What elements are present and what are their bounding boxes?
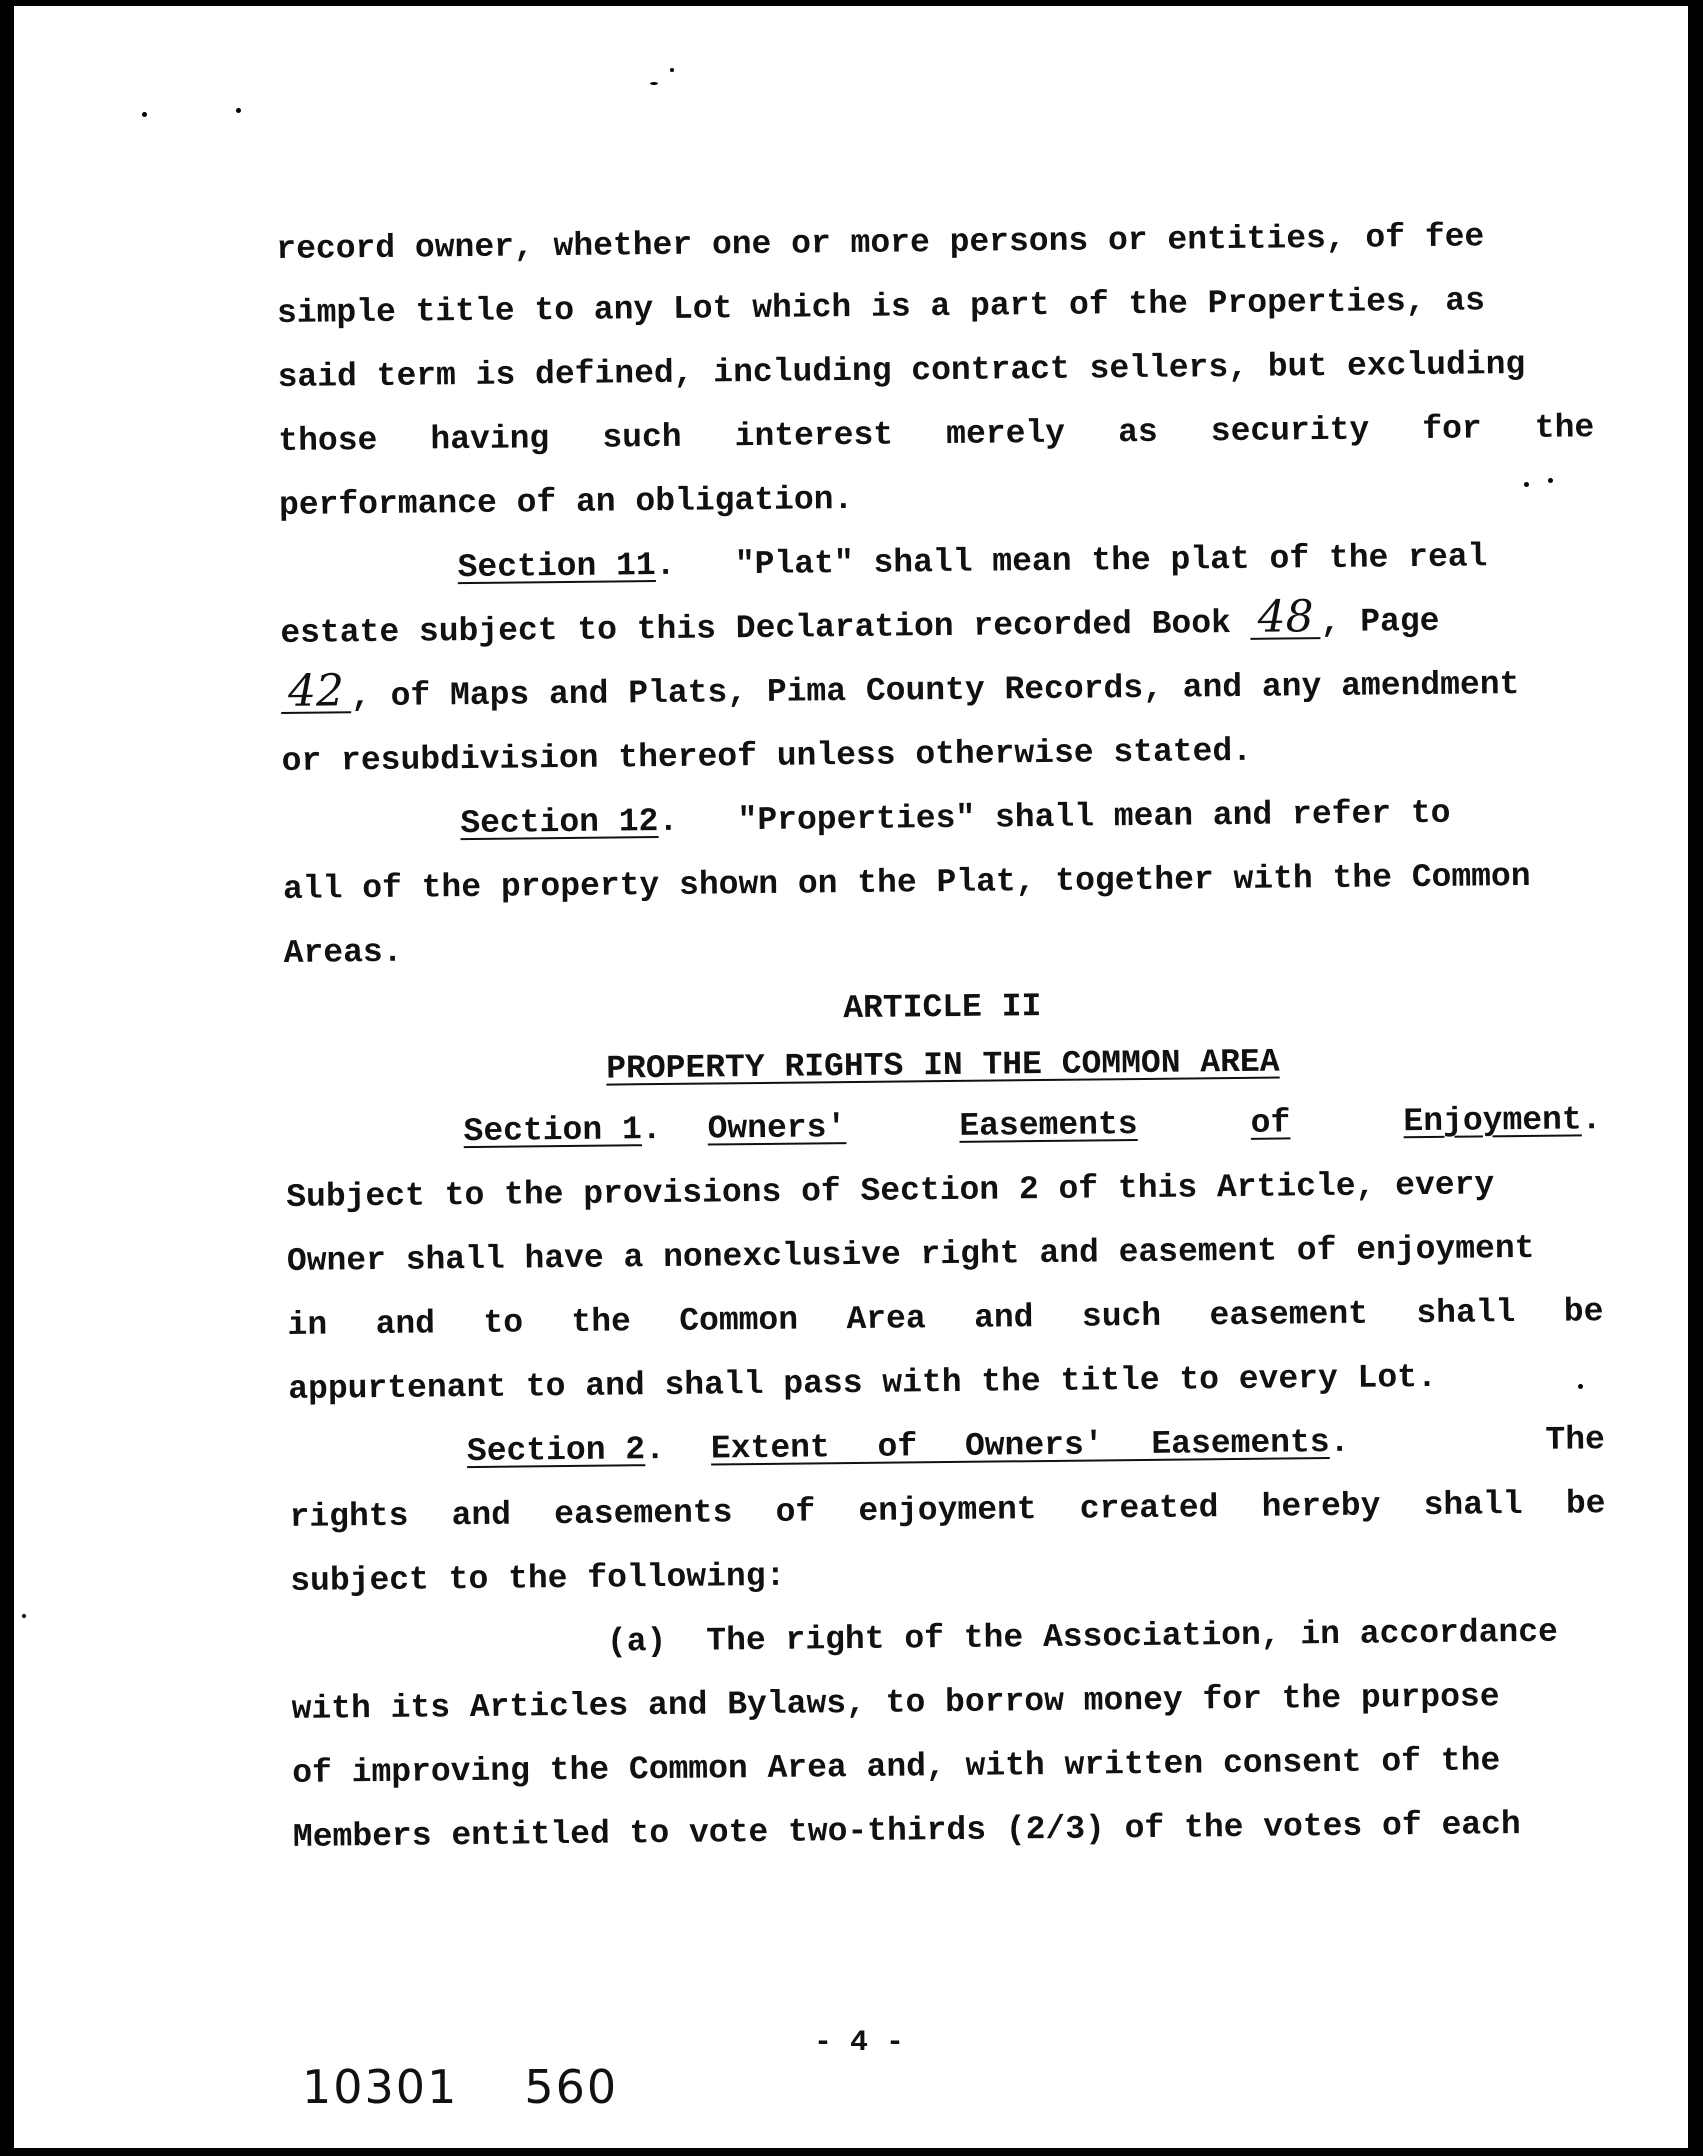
body-line: simple title to any Lot which is a part of the Properties, as xyxy=(276,282,1486,332)
body-line-justified: in and to the Common Area and such easement shall be xyxy=(287,1293,1604,1344)
period: . xyxy=(644,1430,666,1469)
period: . xyxy=(641,1111,662,1149)
body-line: with its Articles and Bylaws, to borrow money for the purpose xyxy=(291,1678,1500,1728)
stamp-right: 560 xyxy=(524,2060,619,2114)
period: . xyxy=(1329,1423,1350,1462)
scan-speck xyxy=(670,68,674,72)
handwritten-page-number: 42 xyxy=(281,671,351,714)
clause-a-label: (a) xyxy=(606,1622,667,1661)
section-2-first-line: Section 2 . Extent of Owners' Easements . The xyxy=(289,1408,1606,1486)
section-1-heading: Section 1 xyxy=(463,1111,642,1151)
scan-speck xyxy=(236,108,241,113)
body-line-justified: those having such interest merely as security for the xyxy=(278,409,1595,460)
handwritten-book-number: 48 xyxy=(1250,597,1320,640)
spacer xyxy=(661,1098,708,1162)
stamp-left: 10301 xyxy=(302,2060,459,2114)
article-number: ARTICLE II xyxy=(843,988,1042,1028)
document-page xyxy=(14,6,1688,2148)
document-stamp xyxy=(302,2060,618,2114)
page-number: - 4 - xyxy=(814,2026,905,2060)
scan-speck xyxy=(650,82,658,85)
section-12-first-line: Section 12. "Properties" shall mean and refer to xyxy=(460,794,1451,843)
body-line: said term is defined, including contract sellers, but excluding xyxy=(277,345,1526,396)
body-line: of improving the Common Area and, with written consent of the xyxy=(292,1742,1501,1792)
spacer xyxy=(665,1418,712,1482)
section-12-heading: Section 12 xyxy=(460,803,659,843)
spacer xyxy=(1349,1409,1546,1475)
body-line: Owner shall have a nonexclusive right and easement of enjoyment xyxy=(286,1229,1535,1280)
body-line: record owner, whether one or more persons or entities, of fee xyxy=(276,218,1485,268)
period: . xyxy=(1581,1101,1602,1139)
section-2-title: Extent of Owners' Easements xyxy=(710,1424,1330,1468)
section-11-heading: Section 11 xyxy=(457,547,656,587)
body-line: performance of an obligation. xyxy=(278,480,854,524)
section-12-line-2: all of the property shown on the Plat, together with the Common xyxy=(282,857,1531,908)
body-line: subject to the following: xyxy=(290,1557,786,1600)
body-line-justified: rights and easements of enjoyment created hereby shall be xyxy=(289,1485,1606,1536)
section-11-line-4: or resubdivision thereof unless otherwise stated. xyxy=(281,732,1253,780)
scan-speck xyxy=(22,1614,26,1618)
clause-a-first-line: (a) The right of the Association, in accordance xyxy=(606,1613,1559,1661)
body-line: Members entitled to vote two-thirds (2/3) of the votes of each xyxy=(292,1806,1521,1856)
section-11-line-2: estate subject to this Declaration recorded Book 48 , Page xyxy=(280,591,1440,652)
section-11-line-3: 42 , of Maps and Plats, Pima County Records, and any amendment xyxy=(281,652,1598,730)
section-11-first-line: Section 11. "Plat" shall mean the plat of the real xyxy=(457,538,1488,587)
document-body xyxy=(276,204,1609,1870)
section-12-line-3: Areas. xyxy=(283,933,403,972)
article-title: PROPERTY RIGHTS IN THE COMMON AREA xyxy=(606,1043,1280,1088)
section-1-title: Owners' Easements of Enjoyment xyxy=(707,1101,1582,1148)
scan-speck xyxy=(142,112,147,117)
body-line: Subject to the provisions of Section 2 of this Article, every xyxy=(286,1166,1495,1216)
body-line: appurtenant to and shall pass with the title to every Lot. xyxy=(288,1358,1437,1408)
section-2-heading: Section 2 xyxy=(466,1431,646,1471)
